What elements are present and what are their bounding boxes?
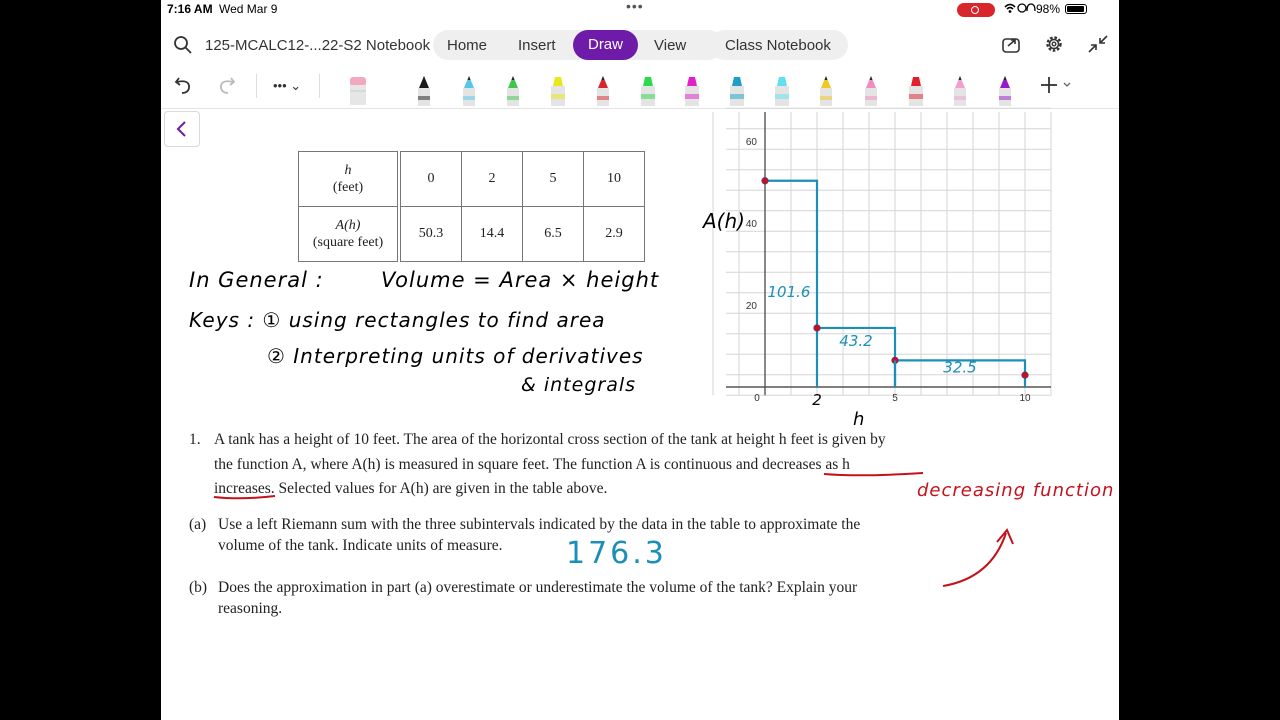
header-unit: (square feet): [312, 235, 384, 250]
graph-xlabel: h: [853, 409, 865, 430]
underline-decreases: [824, 473, 923, 475]
question-1-line: increases. Selected values for A(h) are given in the table above.: [214, 480, 608, 497]
part-b-label: (b): [189, 579, 208, 596]
question-1-number: 1.: [189, 431, 201, 448]
ink-annotations: [161, 0, 1119, 720]
table-cell: 6.5: [523, 207, 584, 262]
part-a-line: Use a left Riemann sum with the three subintervals indicated by the data in the table to approximate the: [218, 516, 861, 533]
note-keys-2: ② Interpreting units of derivatives: [267, 344, 644, 368]
more-tools-label: •••: [273, 78, 287, 93]
rectangle-area-label: 32.5: [943, 358, 977, 377]
tab-view[interactable]: View: [654, 37, 687, 54]
rectangle-area-label: 43.2: [839, 331, 873, 350]
header-var: A(h): [335, 218, 361, 233]
table-cell: 2: [462, 152, 523, 207]
x-tick-label: 5: [892, 393, 898, 404]
table-cell: 5: [523, 152, 584, 207]
table-cell: 0: [399, 152, 462, 207]
y-tick-label: 60: [745, 137, 757, 148]
note-in-general: In General :: [189, 268, 324, 292]
tab-draw[interactable]: Draw: [573, 30, 638, 60]
part-b-line: reasoning.: [218, 600, 283, 617]
battery-percentage: 98%: [1036, 2, 1061, 16]
tab-insert[interactable]: Insert: [518, 37, 556, 54]
note-keys-2b: & integrals: [521, 374, 637, 396]
x-tick-label: 10: [1019, 393, 1031, 404]
header-unit: (feet): [332, 180, 364, 195]
graph-ylabel: A(h): [703, 209, 745, 233]
part-a-label: (a): [189, 516, 207, 533]
onenote-screen: [161, 0, 1119, 720]
x-tick-label-handwritten: 2: [812, 391, 822, 409]
multitask-dots-icon[interactable]: •••: [626, 0, 644, 14]
part-a-line: volume of the tank. Indicate units of measure.: [218, 537, 503, 554]
class-notebook-label[interactable]: Class Notebook: [725, 37, 831, 54]
arrow-curve: [943, 533, 1006, 586]
table-cell: 50.3: [399, 207, 462, 262]
note-volume-formula: Volume = Area × height: [381, 268, 660, 292]
table-cell: 2.9: [584, 207, 645, 262]
header-var: h: [344, 163, 352, 178]
y-tick-label: 20: [745, 301, 757, 312]
underline-increases: [214, 496, 275, 498]
x-tick-label: 0: [754, 393, 760, 404]
tab-home[interactable]: Home: [447, 37, 488, 54]
status-time: 7:16 AM: [167, 2, 213, 16]
answer-part-a: 176.3: [566, 536, 667, 571]
y-tick-label: 40: [745, 219, 757, 230]
chevron-down-icon: ⌄: [290, 78, 302, 93]
note-keys-1: Keys : ① using rectangles to find area: [189, 308, 606, 332]
part-b-line: Does the approximation in part (a) overestimate or underestimate the volume of the tank? Explain your: [218, 579, 858, 596]
table-cell: 10: [584, 152, 645, 207]
rectangle-area-label: 101.6: [767, 282, 811, 301]
note-decreasing-function: decreasing function: [917, 480, 1115, 501]
question-1-line: A tank has a height of 10 feet. The area of the horizontal cross section of the tank at height h feet is given by: [214, 431, 886, 448]
question-1-line: the function A, where A(h) is measured in square feet. The function A is continuous and decreases as h: [214, 456, 850, 473]
status-date: Wed Mar 9: [219, 2, 278, 16]
table-cell: 14.4: [462, 207, 523, 262]
notebook-title[interactable]: 125-MCALC12-...22-S2 Notebook: [205, 37, 431, 54]
